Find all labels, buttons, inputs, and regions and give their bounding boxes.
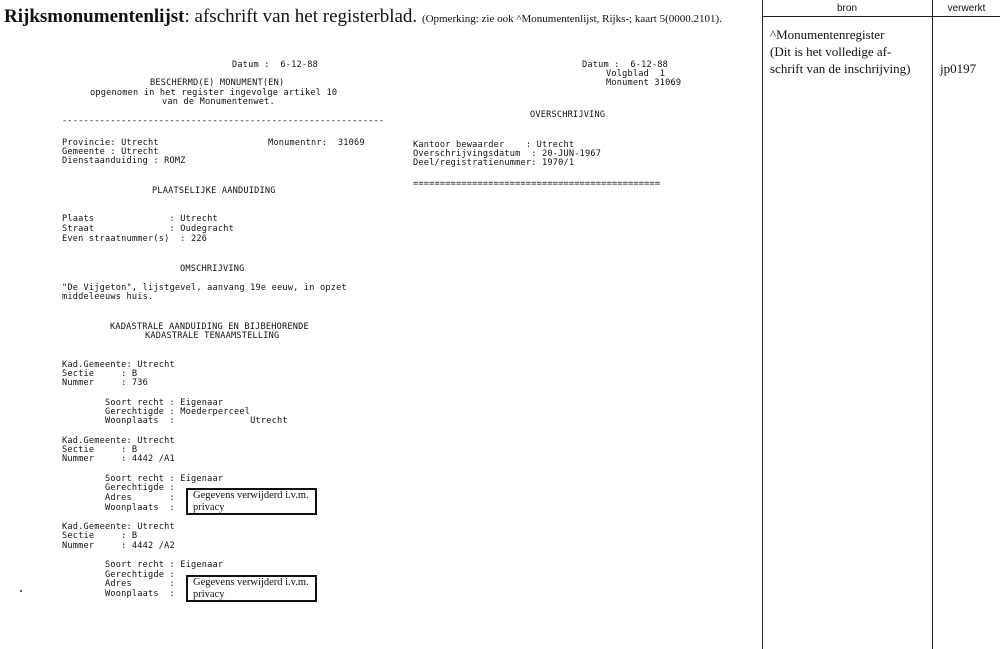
monumentnr: Monumentnr: 31069 xyxy=(268,138,365,148)
kad3-gemeente: Kad.Gemeente: Utrecht xyxy=(62,522,175,532)
overschrijvingsdatum: Overschrijvingsdatum : 20-JUN-1967 xyxy=(413,149,602,159)
kad3-gerechtigde: Gerechtigde : xyxy=(105,570,175,580)
plaats: Plaats : Utrecht xyxy=(62,214,218,224)
kad2-adres: Adres : xyxy=(105,493,175,503)
deel-registratienummer: Deel/registratienummer: 1970/1 xyxy=(413,158,575,168)
kantoor-bewaarder: Kantoor bewaarder : Utrecht xyxy=(413,140,575,150)
privacy-redaction-box xyxy=(186,488,317,515)
dash-separator: ------------------------------------------------------------ xyxy=(62,116,385,126)
bron-line-1: ^Monumentenregister xyxy=(770,27,885,42)
omschrijving-heading: OMSCHRIJVING xyxy=(180,264,245,274)
kad3-soort-recht: Soort recht : Eigenaar xyxy=(105,560,224,570)
scan-speck xyxy=(20,590,22,592)
omschrijving-line-1: "De Vijgeton", lijstgevel, aanvang 19e eeuw, in opzet xyxy=(62,283,347,293)
kad3-adres: Adres : xyxy=(105,579,175,589)
verwerkt-value: jp0197 xyxy=(940,61,977,76)
kad1-nummer: Nummer : 736 xyxy=(62,378,148,388)
kad1-soort-recht: Soort recht : Eigenaar xyxy=(105,398,224,408)
column-divider-verwerkt xyxy=(932,0,933,649)
straatnummer: Even straatnummer(s) : 226 xyxy=(62,234,208,244)
overschrijving-heading: OVERSCHRIJVING xyxy=(530,110,606,120)
kad2-gemeente: Kad.Gemeente: Utrecht xyxy=(62,436,175,446)
omschrijving-line-2: middeleeuws huis. xyxy=(62,292,154,302)
gemeente: Gemeente : Utrecht xyxy=(62,147,159,157)
kad1-gemeente: Kad.Gemeente: Utrecht xyxy=(62,360,175,370)
kad1-gerechtigde: Gerechtigde : Moederperceel xyxy=(105,407,251,417)
privacy-redaction-box xyxy=(186,575,317,602)
kad3-woonplaats: Woonplaats : xyxy=(105,589,175,599)
kad2-soort-recht: Soort recht : Eigenaar xyxy=(105,474,224,484)
title-note: (Opmerking: zie ook ^Monumentenlijst, Rijks-; kaart 5(0000.2101). xyxy=(421,13,722,25)
heading-monumentenwet: van de Monumentenwet. xyxy=(162,97,275,107)
datum-right: Datum : 6-12-88 xyxy=(582,60,668,70)
volgblad: Volgblad 1 xyxy=(606,69,666,79)
privacy-text: Gegevens verwijderd i.v.m. privacy xyxy=(193,577,309,600)
verwerkt-header: verwerkt xyxy=(947,3,986,14)
bron-line-3: schrift van de inschrijving) xyxy=(770,61,911,76)
equals-separator: ============================================== xyxy=(413,179,661,189)
kad2-woonplaats: Woonplaats : xyxy=(105,503,175,513)
kad3-sectie: Sectie : B xyxy=(62,531,138,541)
kadastrale-heading-2: KADASTRALE TENAAMSTELLING xyxy=(145,331,280,341)
heading-beschermd: BESCHERMD(E) MONUMENT(EN) xyxy=(150,78,285,88)
column-header-rule xyxy=(762,16,1000,17)
column-divider-bron xyxy=(762,0,763,649)
kad1-woonplaats: Woonplaats : Utrecht xyxy=(105,416,288,426)
provincie: Provincie: Utrecht xyxy=(62,138,159,148)
plaatselijke-heading: PLAATSELIJKE AANDUIDING xyxy=(152,186,276,196)
kad2-nummer: Nummer : 4442 /A1 xyxy=(62,454,175,464)
kad2-sectie: Sectie : B xyxy=(62,445,138,455)
page-title: Rijksmonumentenlijst: afschrift van het registerblad. (Opmerking: zie ook ^Monumentenlijst, Rijks-; kaart 5(0000.2101). xyxy=(4,6,722,27)
dienstaanduiding: Dienstaanduiding : ROMZ xyxy=(62,156,186,166)
datum-left: Datum : 6-12-88 xyxy=(232,60,318,70)
bron-header: bron xyxy=(836,3,857,14)
kad2-gerechtigde: Gerechtigde : xyxy=(105,483,175,493)
straat: Straat : Oudegracht xyxy=(62,224,234,234)
heading-opgenomen: opgenomen in het register ingevolge artikel 10 xyxy=(90,88,338,98)
privacy-text: Gegevens verwijderd i.v.m. privacy xyxy=(193,490,309,513)
kad1-sectie: Sectie : B xyxy=(62,369,138,379)
bron-line-2: (Dit is het volledige af- xyxy=(770,44,892,59)
kad3-nummer: Nummer : 4442 /A2 xyxy=(62,541,175,551)
kadastrale-heading-1: KADASTRALE AANDUIDING EN BIJBEHORENDE xyxy=(110,322,309,332)
monument-nr-right: Monument 31069 xyxy=(606,78,682,88)
